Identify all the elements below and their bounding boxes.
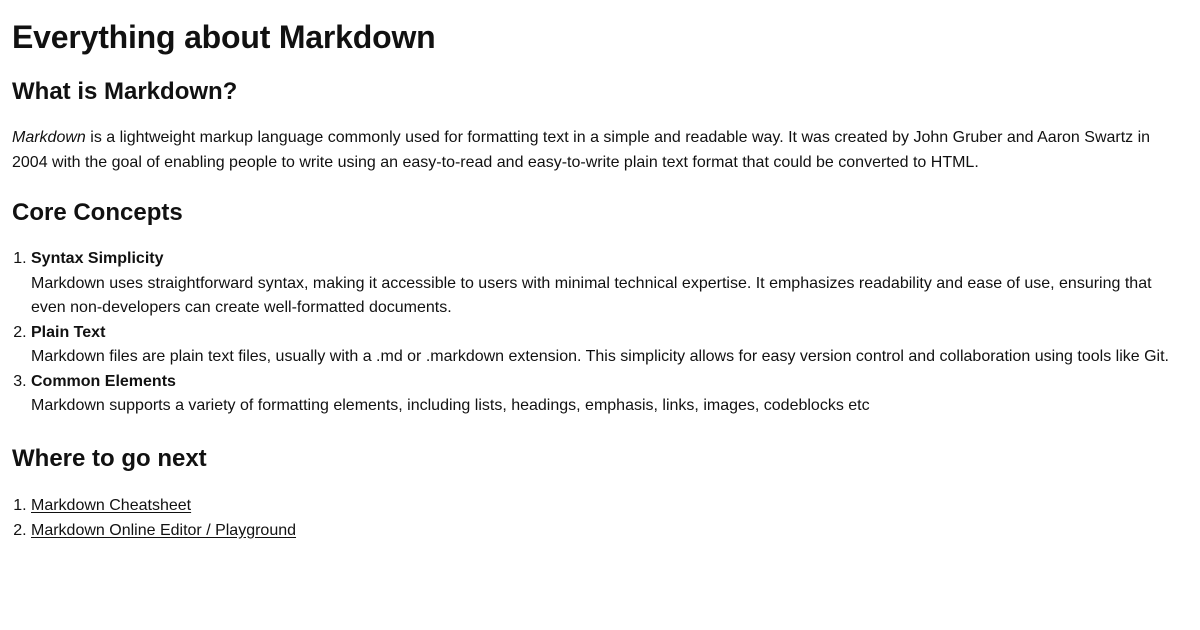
section-heading-concepts: Core Concepts xyxy=(12,199,183,226)
concepts-list xyxy=(12,247,1188,419)
section-core-concepts xyxy=(12,199,1188,419)
page-title: Everything about Markdown xyxy=(12,19,436,55)
concept-description: Markdown supports a variety of formatting elements, including lists, headings, emphasis, links, images, codeblocks etc xyxy=(31,397,870,414)
concept-description: Markdown files are plain text files, usually with a .md or .markdown extension. This simplicity allows for easy version control and collaboration using tools like Git. xyxy=(31,348,1169,365)
link-markdown-cheatsheet[interactable]: Markdown Cheatsheet xyxy=(31,496,192,514)
concept-title: 2. Plain Text xyxy=(31,323,106,341)
intro-paragraph xyxy=(12,126,1188,175)
concept-description: Markdown uses straightforward syntax, making it accessible to users with minimal technical expertise. It emphasizes readability and ease of use, ensuring that even non-developers can create well-formatted documents. xyxy=(31,274,1152,316)
concept-title: 3. Common Elements xyxy=(31,372,176,390)
intro-emphasis: Markdown xyxy=(12,129,86,146)
intro-text: is a lightweight markup language commonly used for formatting text in a simple and readable way. It was created by John Gruber and Aaron Swartz in 2004 with the goal of enabling people to write using an easy-to-read and easy-to-write plain text format that could be converted to HTML. xyxy=(12,129,1151,171)
list-item xyxy=(31,370,1188,419)
list-item xyxy=(31,321,1188,370)
section-heading-what: What is Markdown? xyxy=(12,78,238,105)
section-what-is-markdown xyxy=(12,78,1188,175)
link-markdown-online-editor[interactable]: Markdown Online Editor / Playground xyxy=(31,521,297,539)
list-item xyxy=(31,247,1188,321)
concept-title: 1. Syntax Simplicity xyxy=(31,250,164,267)
section-where-to-go-next xyxy=(12,445,1188,543)
next-links-list xyxy=(12,493,1188,543)
list-item xyxy=(31,493,1188,518)
list-item xyxy=(31,518,1188,543)
section-heading-next: Where to go next xyxy=(12,444,207,472)
